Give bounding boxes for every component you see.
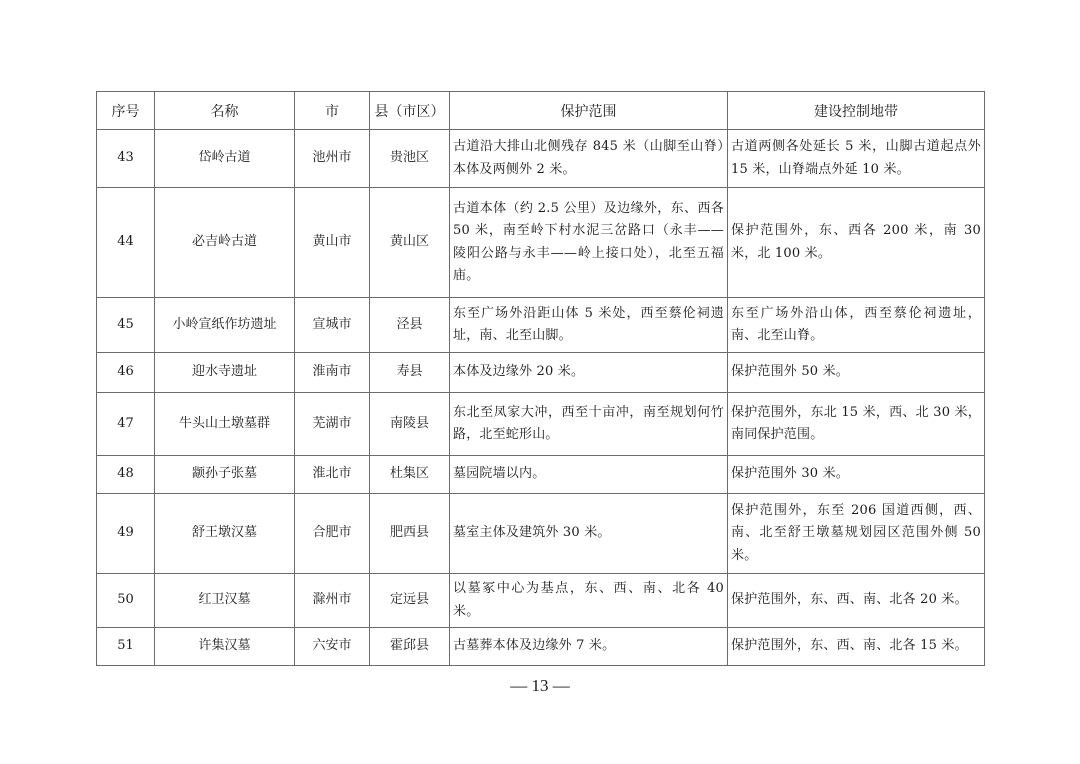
cell-number: 44 [97, 188, 155, 298]
cell-name: 小岭宣纸作坊遗址 [155, 298, 295, 353]
cell-city: 池州市 [295, 130, 370, 188]
header-number: 序号 [97, 92, 155, 130]
cell-city: 六安市 [295, 628, 370, 666]
cell-county: 寿县 [370, 353, 450, 393]
cell-protection: 古墓葬本体及边缘外 7 米。 [450, 628, 728, 666]
table-header-row [97, 92, 985, 130]
header-construction-control-zone: 建设控制地带 [728, 92, 985, 130]
cell-county: 霍邱县 [370, 628, 450, 666]
cell-protection: 古道本体（约 2.5 公里）及边缘外，东、西各 50 米，南至岭下村水泥三岔路口（永丰——陵阳公路与永丰——岭上接口处），北至五福庙。 [450, 188, 728, 298]
cell-city: 淮南市 [295, 353, 370, 393]
cell-control: 保护范围外 50 米。 [728, 353, 985, 393]
cell-county: 黄山区 [370, 188, 450, 298]
cell-protection: 东至广场外沿距山体 5 米处，西至蔡伦祠遗址，南、北至山脚。 [450, 298, 728, 353]
cell-city: 黄山市 [295, 188, 370, 298]
cell-name: 红卫汉墓 [155, 574, 295, 628]
cell-control: 东至广场外沿山体，西至蔡伦祠遗址，南、北至山脊。 [728, 298, 985, 353]
table-row [97, 353, 985, 393]
cell-city: 滁州市 [295, 574, 370, 628]
table-row [97, 574, 985, 628]
cell-county: 南陵县 [370, 393, 450, 456]
cell-control: 保护范围外，东、西、南、北各 20 米。 [728, 574, 985, 628]
table-row [97, 628, 985, 666]
cell-name: 许集汉墓 [155, 628, 295, 666]
cell-name: 牛头山土墩墓群 [155, 393, 295, 456]
cell-control: 古道两侧各处延长 5 米，山脚古道起点外 15 米，山脊端点外延 10 米。 [728, 130, 985, 188]
cell-city: 芜湖市 [295, 393, 370, 456]
table-row [97, 456, 985, 494]
cell-number: 50 [97, 574, 155, 628]
cell-city: 淮北市 [295, 456, 370, 494]
table-row [97, 298, 985, 353]
cell-number: 49 [97, 494, 155, 574]
table-row [97, 494, 985, 574]
cell-number: 51 [97, 628, 155, 666]
table-row [97, 393, 985, 456]
header-city: 市 [295, 92, 370, 130]
cell-control: 保护范围外，东北 15 米，西、北 30 米，南同保护范围。 [728, 393, 985, 456]
cell-city: 合肥市 [295, 494, 370, 574]
cell-number: 48 [97, 456, 155, 494]
cell-county: 杜集区 [370, 456, 450, 494]
cell-protection: 墓园院墙以内。 [450, 456, 728, 494]
heritage-protection-table [96, 91, 985, 666]
cell-county: 泾县 [370, 298, 450, 353]
cell-control: 保护范围外，东、西、南、北各 15 米。 [728, 628, 985, 666]
header-county: 县（市区） [370, 92, 450, 130]
table-row [97, 130, 985, 188]
cell-control: 保护范围外，东至 206 国道西侧，西、南、北至舒王墩墓规划园区范围外侧 50 米。 [728, 494, 985, 574]
cell-county: 肥西县 [370, 494, 450, 574]
cell-name: 迎水寺遗址 [155, 353, 295, 393]
cell-control: 保护范围外，东、西各 200 米，南 30 米，北 100 米。 [728, 188, 985, 298]
table-row [97, 188, 985, 298]
cell-number: 46 [97, 353, 155, 393]
cell-name: 颛孙子张墓 [155, 456, 295, 494]
page-number: — 13 — [510, 676, 570, 695]
header-protection-scope: 保护范围 [450, 92, 728, 130]
cell-county: 定远县 [370, 574, 450, 628]
cell-number: 43 [97, 130, 155, 188]
cell-control: 保护范围外 30 米。 [728, 456, 985, 494]
cell-county: 贵池区 [370, 130, 450, 188]
cell-city: 宣城市 [295, 298, 370, 353]
cell-protection: 东北至凤家大冲，西至十亩冲，南至规划何竹路，北至蛇形山。 [450, 393, 728, 456]
cell-name: 岱岭古道 [155, 130, 295, 188]
cell-number: 45 [97, 298, 155, 353]
cell-protection: 本体及边缘外 20 米。 [450, 353, 728, 393]
cell-protection: 墓室主体及建筑外 30 米。 [450, 494, 728, 574]
cell-name: 舒王墩汉墓 [155, 494, 295, 574]
header-name: 名称 [155, 92, 295, 130]
cell-protection: 古道沿大排山北侧残存 845 米（山脚至山脊）本体及两侧外 2 米。 [450, 130, 728, 188]
cell-number: 47 [97, 393, 155, 456]
cell-protection: 以墓冢中心为基点，东、西、南、北各 40 米。 [450, 574, 728, 628]
cell-name: 必吉岭古道 [155, 188, 295, 298]
